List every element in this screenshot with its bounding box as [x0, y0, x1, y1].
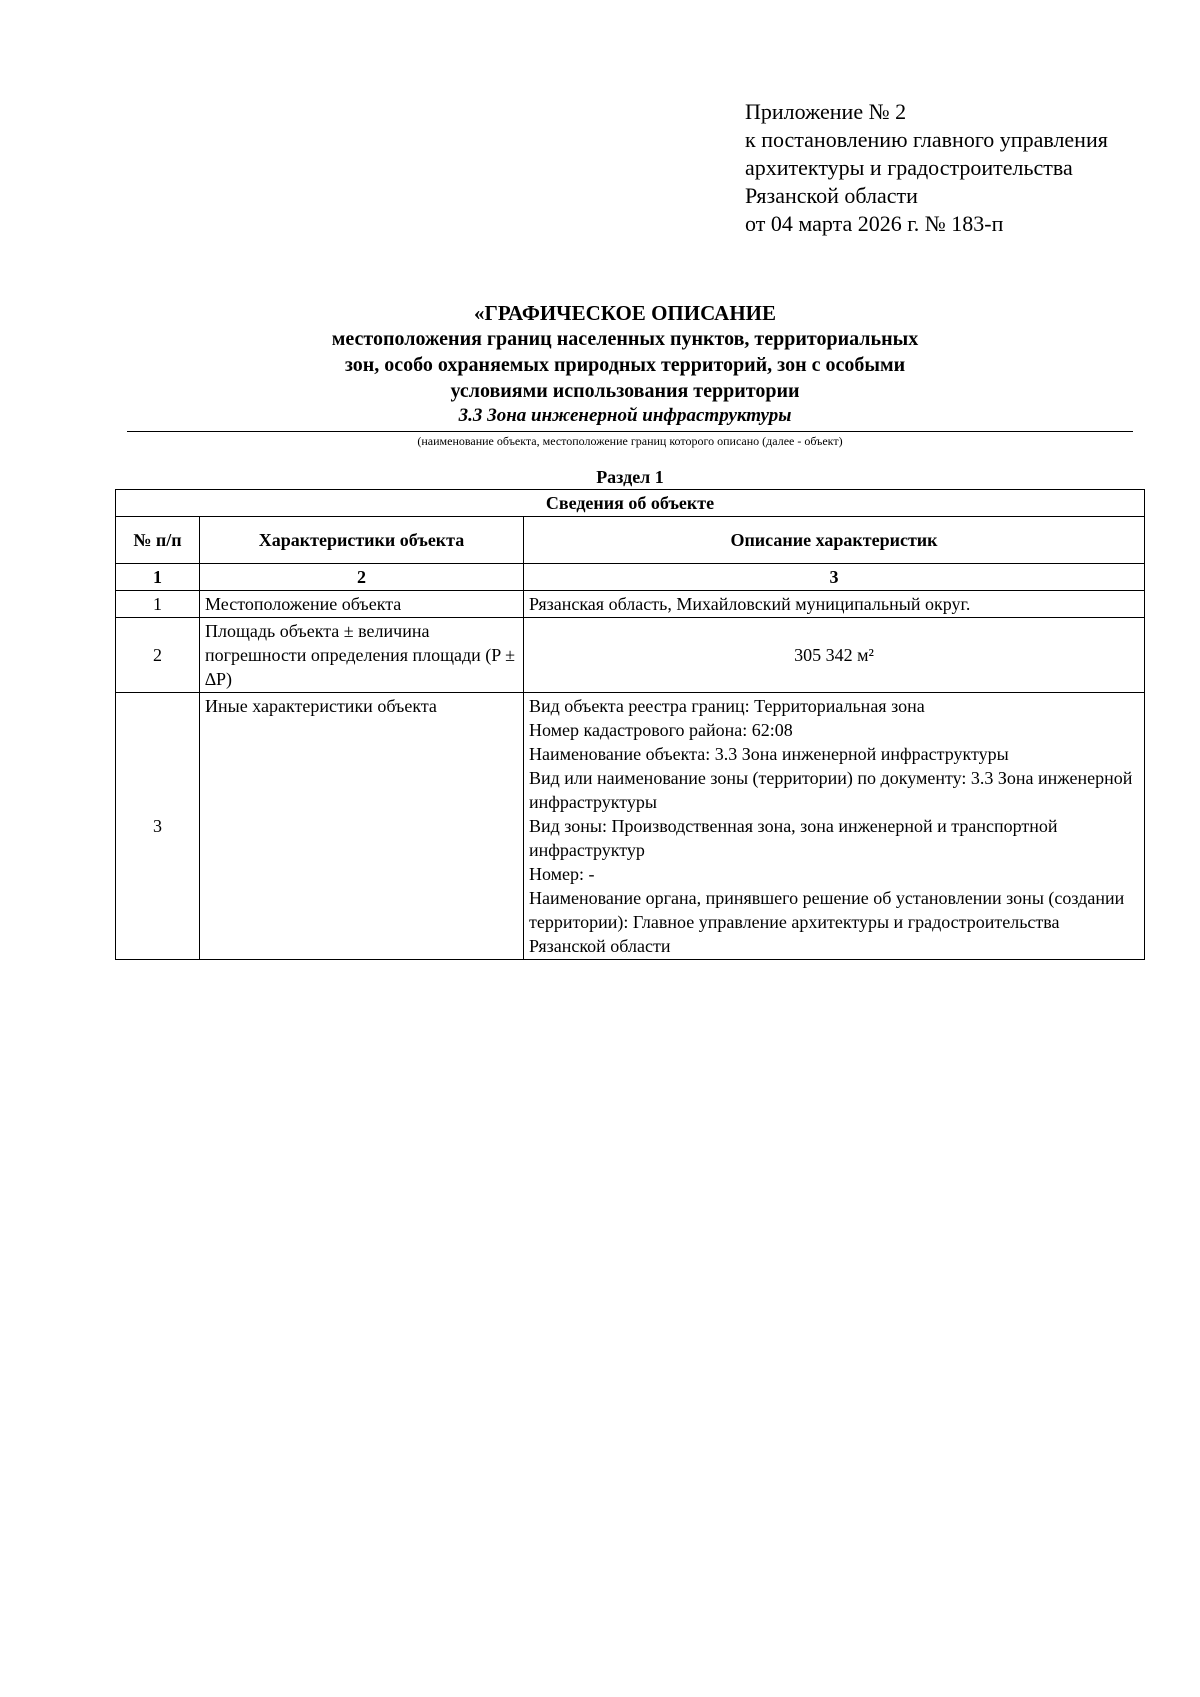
column-number: 2	[200, 564, 524, 591]
title-subtitle-line: местоположения границ населенных пунктов, территориальных	[331, 328, 919, 350]
appendix-header	[745, 98, 1108, 238]
object-name-underline	[127, 431, 1133, 432]
appendix-line: Рязанской области	[745, 183, 918, 208]
description-line: Вид или наименование зоны (территории) по документу: 3.3 Зона инженерной инфраструктуры	[529, 768, 1133, 812]
row-num: 2	[116, 618, 200, 693]
header-description: Описание характеристик	[524, 517, 1145, 564]
table-title: Сведения об объекте	[116, 490, 1145, 517]
description-line: Вид объекта реестра границ: Территориальная зона	[529, 696, 925, 716]
row-num: 3	[116, 693, 200, 960]
description-line: 305 342 м²	[794, 645, 874, 665]
row-characteristic: Местоположение объекта	[200, 591, 524, 618]
column-numbers-row	[116, 564, 1145, 591]
description-line: Наименование объекта: 3.3 Зона инженерной инфраструктуры	[529, 744, 1009, 764]
description-line: Номер: -	[529, 864, 595, 884]
appendix-line: архитектуры и градостроительства	[745, 155, 1073, 180]
row-num: 1	[116, 591, 200, 618]
description-line: Вид зоны: Производственная зона, зона инженерной и транспортной инфраструктур	[529, 816, 1058, 860]
description-line: Наименование органа, принявшего решение об установлении зоны (создании территории): Главное управление архитектуры и градостроительства Рязанской области	[529, 888, 1125, 956]
title-subtitle-line: условиями использования территории	[450, 380, 800, 402]
description-line: Номер кадастрового района: 62:08	[529, 720, 793, 740]
table-row	[116, 591, 1145, 618]
object-caption: (наименование объекта, местоположение границ которого описано (далее - объект)	[417, 434, 843, 448]
row-description	[524, 693, 1145, 960]
row-description	[524, 618, 1145, 693]
title-main: «ГРАФИЧЕСКОЕ ОПИСАНИЕ	[473, 301, 777, 325]
appendix-line: Приложение № 2	[745, 99, 907, 124]
object-name: 3.3 Зона инженерной инфраструктуры	[458, 405, 792, 426]
object-info-table	[115, 489, 1145, 960]
table-header-row	[116, 517, 1145, 564]
column-number: 1	[116, 564, 200, 591]
appendix-line: к постановлению главного управления	[745, 127, 1108, 152]
header-num: № п/п	[116, 517, 200, 564]
section-title: Раздел 1	[596, 467, 664, 487]
row-characteristic: Иные характеристики объекта	[200, 693, 524, 960]
header-characteristic: Характеристики объекта	[200, 517, 524, 564]
table-row	[116, 693, 1145, 960]
description-line: Рязанская область, Михайловский муниципальный округ.	[529, 594, 971, 614]
title-subtitle-line: зон, особо охраняемых природных территорий, зон с особыми	[344, 354, 906, 376]
document-title	[120, 300, 1130, 428]
appendix-line: от 04 марта 2026 г. № 183-п	[745, 211, 1004, 236]
table-row	[116, 618, 1145, 693]
row-characteristic: Площадь объекта ± величина погрешности определения площади (P ± ∆P)	[200, 618, 524, 693]
row-description	[524, 591, 1145, 618]
table-title-row	[116, 490, 1145, 517]
column-number: 3	[524, 564, 1145, 591]
